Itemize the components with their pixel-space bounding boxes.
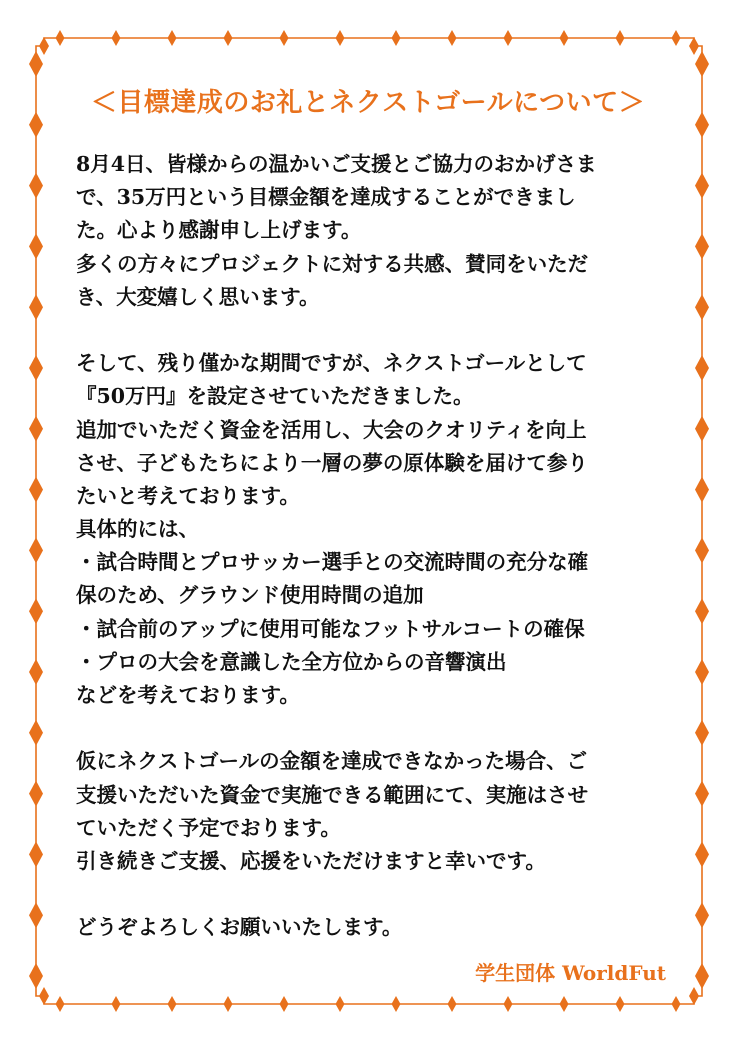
frame-diamond [672,996,681,1012]
body-line: で、35万円という目標金額を達成することができまし [76,185,576,210]
frame-diamond [695,416,709,442]
frame-diamond [29,598,43,624]
frame-diamond [112,30,121,46]
frame-diamond [616,30,625,46]
body-line: などを考えております。 [76,683,300,707]
frame-diamond [695,477,709,503]
frame-diamond [695,598,709,624]
frame-diamond [29,963,43,989]
frame-corner-diamond [689,987,699,1005]
frame-diamond [29,841,43,867]
frame-corner-diamond [689,37,699,55]
frame-diamond [224,30,233,46]
frame-diamond [695,233,709,259]
paragraph-gap [76,314,676,347]
frame-diamond [112,996,121,1012]
frame-diamond [448,996,457,1012]
body-line: た。心より感謝申し上げます。 [76,218,362,243]
body-line: たいと考えております。 [76,483,300,508]
frame-diamond [695,51,709,77]
frame-diamond [29,537,43,563]
frame-diamond [695,902,709,928]
frame-diamond [695,720,709,746]
frame-diamond [695,173,709,199]
body-line: させ、子どもたちにより一層の夢の原体験を届けて参り [76,450,588,475]
frame-corner-diamond [39,37,49,55]
frame-diamond [695,841,709,867]
frame-diamond [56,30,65,46]
body-line: どうぞよろしくお願いいたします。 [76,915,403,940]
frame-diamond [448,30,457,46]
frame-diamond [56,996,65,1012]
body-line: ・試合時間とプロサッカー選手との交流時間の充分な確 [76,550,589,575]
frame-diamond [29,781,43,807]
frame-diamond [29,294,43,320]
body-line: ていただく予定でおります。 [76,815,341,840]
frame-diamond [336,30,345,46]
body-line: 支援いただいた資金で実施できる範囲にて、実施はさせ [76,782,589,807]
frame-diamond [392,996,401,1012]
frame-diamond [29,173,43,199]
body-line: ・試合前のアップに使用可能なフットサルコートの確保 [76,616,585,641]
frame-diamond [29,720,43,746]
body-line: き、大変嬉しく思います。 [76,284,320,309]
frame-diamond [168,30,177,46]
frame-diamond [168,996,177,1012]
frame-diamond [29,659,43,685]
frame-diamond [560,30,569,46]
frame-diamond [392,30,401,46]
frame-diamond [695,659,709,685]
frame-diamond [29,477,43,503]
frame-diamond [29,51,43,77]
frame-diamond [224,996,233,1012]
frame-diamond [695,294,709,320]
frame-diamond [280,996,289,1012]
paragraph-gap [76,712,676,745]
body-line: 具体的には、 [76,517,199,542]
frame-diamond [336,996,345,1012]
body-line: 『50万円』を設定させていただきました。 [76,384,474,409]
frame-diamond [504,996,513,1012]
body-line: 追加でいただく資金を活用し、大会のクオリティを向上 [76,417,587,442]
body-line: そして、残り僅かな期間ですが、ネクストゴールとして [76,351,587,376]
frame-diamond [29,902,43,928]
body-line: 保のため、グラウンド使用時間の追加 [76,583,424,608]
signature: 学生団体 WorldFut [475,961,666,985]
frame-diamond [695,355,709,381]
document-title: ＜目標達成のお礼とネクストゴールについて＞ [90,88,646,118]
frame-diamond [672,30,681,46]
frame-diamond [695,781,709,807]
body-line: ・プロの大会を意識した全方位からの音響演出 [76,649,507,674]
frame-diamond [695,963,709,989]
frame-diamond [29,233,43,259]
frame-corner-diamond [39,987,49,1005]
body-line: 多くの方々にプロジェクトに対する共感、賛同をいただ [76,251,589,276]
frame-diamond [504,30,513,46]
body-line: 8月4日、皆様からの温かいご支援とご協力のおかげさま [76,152,597,176]
frame-diamond [29,355,43,381]
frame-diamond [616,996,625,1012]
body-line: 引き続きご支援、応援をいただけますと幸いです。 [76,848,546,873]
paragraph-gap [76,878,676,911]
body-line: 仮にネクストゴールの金額を達成できなかった場合、ご [76,749,588,774]
frame-diamond [29,416,43,442]
frame-diamond [560,996,569,1012]
frame-diamond [695,537,709,563]
letter-body [76,148,676,945]
frame-diamond [280,30,289,46]
